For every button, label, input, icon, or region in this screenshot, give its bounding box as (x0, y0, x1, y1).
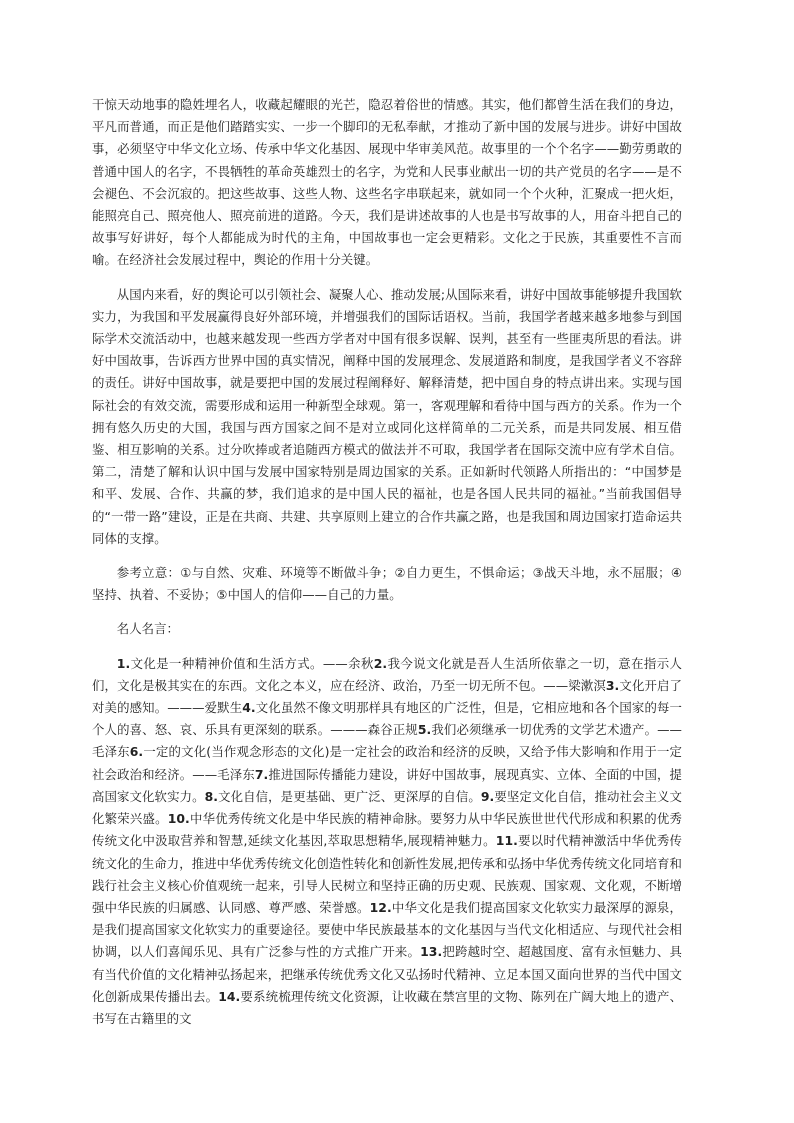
paragraph-1: 干惊天动地事的隐姓埋名人，收藏起耀眼的光芒，隐忍着俗世的情感。其实，他们都曾生活在我们的身边，平凡而普通，而正是他们踏踏实实、一步一个脚印的无私奉献，才推动了新中国的发展与进步。讲好中国故事，必须坚守中华文化立场、传承中华文化基因、展现中华审美风范。故事里的一个个名字——勤劳勇敢的普通中国人的名字，不畏牺牲的革命英雄烈士的名字，为党和人民事业献出一切的共产党员的名字——是不会褪色、不会沉寂的。把这些故事、这些人物、这些名字串联起来，就如同一个个火种，汇聚成一把火炬，能照亮自己、照亮他人、照亮前进的道路。今天，我们是讲述故事的人也是书写故事的人，用奋斗把自己的故事写好讲好，每个人都能成为时代的主角，中国故事也一定会更精彩。文化之于民族，其重要性不言而喻。在经济社会发展过程中，舆论的作用十分关键。 (92, 97, 682, 268)
quote-number: 7. (254, 766, 269, 782)
quote-text: 要以时代精神激活中华优秀传统文化的生命力，推进中华优秀传统文化创造性转化和创新性发展,把传承和弘扬中华优秀传统文化同培育和践行社会主义核心价值观统一起来，引导人民树立和坚持正确的历史观、民族观、国家观、文化观，不断增强中华民族的归属感、认同感、尊严感、荣誉感。 (92, 833, 682, 915)
quote-number: 14. (218, 988, 241, 1004)
quote-text: 一定的文化(当作观念形态的文化)是一定社会的政治和经济的反映，又给予伟大影响和作用于一定社会政治和经济。——毛泽东 (92, 744, 682, 782)
reference-label: 参考立意： (116, 565, 181, 581)
quote-text: 把跨越时空、超越国度、富有永恒魅力、具有当代价值的文化精神弘扬起来，把继承传统优秀文化又弘扬时代精神、立足本国又面向世界的当代中国文化创新成果传播出去。 (92, 944, 682, 1004)
quote-number: 4. (242, 700, 256, 716)
quotes-block (92, 653, 682, 1030)
quote-text: 文化虽然不像文明那样具有地区的广泛性，但是，它相应地和各个国家的每一个人的喜、怒、哀、乐具有更深刻的联系。———森谷正规 (92, 700, 682, 738)
quote-number: 12. (369, 899, 392, 915)
quote-number: 9. (480, 788, 495, 804)
quote-number: 6. (129, 744, 144, 760)
quote-text: 文化开启了对美的感知。———爱默生 (92, 677, 682, 716)
quote-text: 文化是一种精神价值和生活方式。——余秋 (130, 655, 374, 671)
reference-ideas (92, 562, 682, 606)
quote-text: 我今说文化就是吾人生活所依靠之一切，意在指示人们，文化是极其实在的东西。文化之本义，应在经济、政治，乃至一切无所不包。——梁漱溟 (92, 655, 682, 693)
quote-text: 要系统梳理传统文化资源，让收藏在禁宫里的文物、陈列在广阔大地上的遗产、书写在古籍里的文 (92, 988, 683, 1026)
quote-text: 文化自信，是更基础、更广泛、更深厚的自信。 (218, 788, 481, 804)
quote-number: 2. (373, 655, 388, 671)
quote-number: 5. (417, 722, 432, 738)
quote-number: 1. (116, 655, 131, 671)
quote-number: 3. (605, 677, 620, 693)
quote-number: 10. (167, 811, 190, 827)
quote-number: 11. (495, 833, 518, 849)
document-page (92, 94, 682, 1030)
reference-text: ①与自然、灾难、环境等不断做斗争；②自力更生，不惧命运；③战天斗地，永不屈服；④坚持、执着、不妥协；⑤中国人的信仰——自己的力量。 (92, 565, 683, 603)
quote-number: 13. (420, 944, 443, 960)
quote-text: 我们必须继承一切优秀的文学艺术遗产。——毛泽东 (92, 722, 683, 760)
quote-text: 推进国际传播能力建设，讲好中国故事，展现真实、立体、全面的中国，提高国家文化软实力。 (92, 766, 682, 804)
quote-number: 8. (204, 788, 219, 804)
quote-text: 中华文化是我们提高国家文化软实力最深厚的源泉，是我们提高国家文化软实力的重要途径。要使中华民族最基本的文化基因与当代文化相适应、与现代社会相协调，以人们喜闻乐见、具有广泛参与性的方式推广开来。 (92, 899, 682, 960)
quote-text: 要坚定文化自信，推动社会主义文化繁荣兴盛。 (92, 788, 682, 827)
quote-text: 中华优秀传统文化是中华民族的精神命脉。要努力从中华民族世世代代形成和积累的优秀传统文化中汲取营养和智慧,延续文化基因,萃取思想精华,展现精神魅力。 (92, 811, 682, 849)
paragraph-2: 从国内来看，好的舆论可以引领社会、凝聚人心、推动发展;从国际来看，讲好中国故事能够提升我国软实力，为我国和平发展赢得良好外部环境，并增强我们的国际话语权。当前，我国学者越来越多地参与到国际学术交流活动中，也越来越发现一些西方学者对中国有很多误解、误判，甚至有一些匪夷所思的看法。讲好中国故事，告诉西方世界中国的真实情况，阐释中国的发展理念、发展道路和制度，是我国学者义不容辞的责任。讲好中国故事，就是要把中国的发展过程阐释好、解释清楚，把中国自身的特点讲出来。实现与国际社会的有效交流，需要形成和运用一种新型全球观。第一，客观理解和看待中国与西方的关系。作为一个拥有悠久历史的大国，我国与西方国家之间不是对立或同化这样简单的二元关系，而是共同发展、相互借鉴、相互影响的关系。过分吹捧或者追随西方模式的做法并不可取，我国学者在国际交流中应有学术自信。第二，清楚了解和认识中国与发展中国家特别是周边国家的关系。正如新时代领路人所指出的：“中国梦是和平、发展、合作、共赢的梦，我们追求的是中国人民的福祉，也是各国人民共同的福祉。”当前我国倡导的“一带一路”建设，正是在共商、共建、共享原则上建立的合作共赢之路，也是我国和周边国家打造命运共同体的支撑。 (92, 286, 682, 546)
quotes-heading: 名人名言： (116, 621, 179, 637)
